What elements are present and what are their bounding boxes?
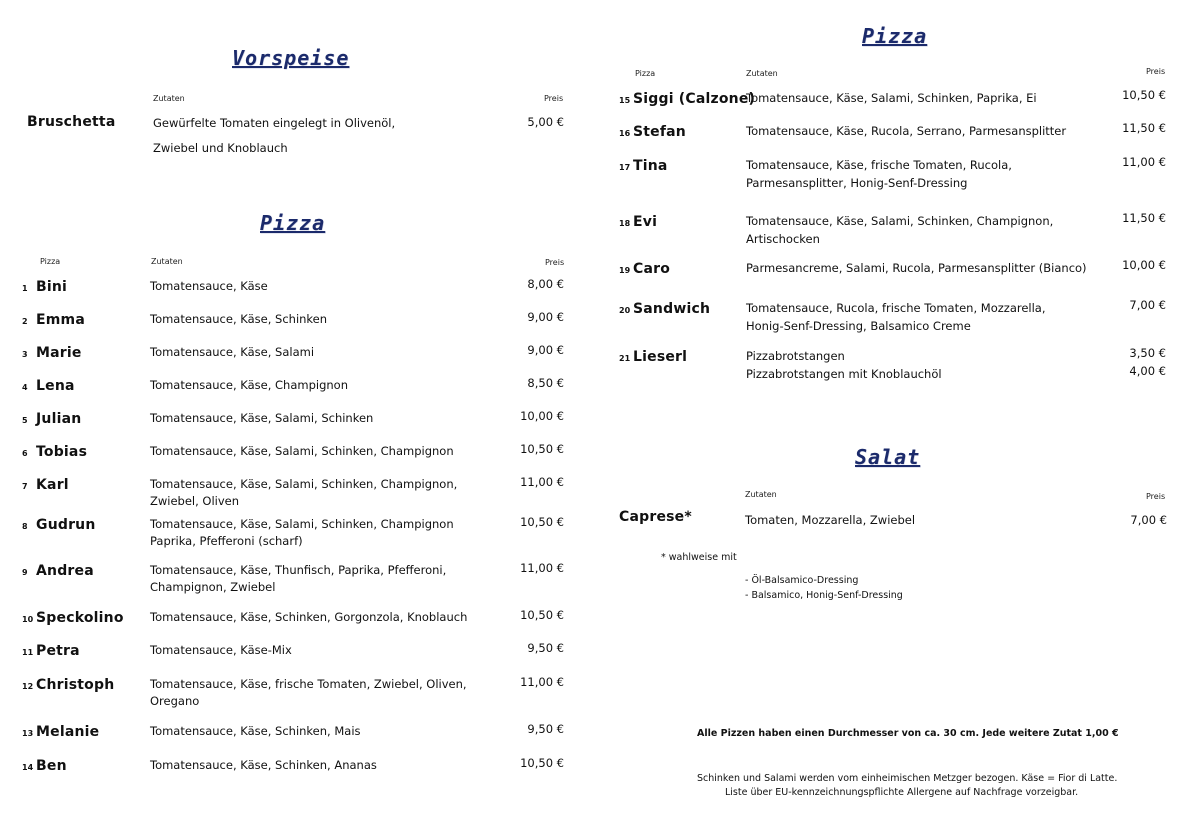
- pizza-item-name: Ben: [36, 758, 67, 774]
- pizza-item-ingredients: Tomatensauce, Käse, Schinken: [150, 312, 328, 326]
- salat-option: - Öl-Balsamico-Dressing: [745, 575, 859, 586]
- pizza-item-number: 6: [22, 449, 28, 458]
- footer-source-note: Schinken und Salami werden vom einheimischen Metzger bezogen. Käse = Fior di Latte.: [697, 773, 1118, 784]
- pizza-item-price: 9,00 €: [527, 310, 564, 324]
- pizza-item-number: 12: [22, 682, 34, 691]
- pizza-right-col-price: Preis: [1146, 67, 1166, 76]
- pizza-item-name: Sandwich: [633, 301, 711, 317]
- pizza-item-price: 7,00 €: [1129, 298, 1166, 312]
- pizza-item-ingredients: Tomatensauce, Käse, Salami, Schinken, Champignon: [150, 517, 454, 531]
- pizza-item-number: 17: [619, 163, 631, 172]
- pizza-item: [22, 408, 81, 427]
- pizza-item-price: 10,50 €: [520, 515, 564, 529]
- pizza-item-ingredients: Honig-Senf-Dressing, Balsamico Creme: [746, 319, 971, 333]
- pizza-item: [22, 474, 69, 493]
- pizza-item: [22, 276, 67, 295]
- pizza-item-price: 10,50 €: [520, 756, 564, 770]
- salat-note: * wahlweise mit: [661, 552, 737, 563]
- pizza-item-name: Melanie: [36, 724, 100, 740]
- vorspeise-title: Vorspeise: [232, 46, 350, 70]
- pizza-item-price: 11,00 €: [520, 475, 564, 489]
- pizza-item-name: Gudrun: [36, 517, 96, 533]
- pizza-item-price: 4,00 €: [1129, 364, 1166, 378]
- pizza-item-ingredients: Tomatensauce, Käse, Champignon: [150, 378, 349, 392]
- pizza-item-number: 4: [22, 383, 28, 392]
- pizza-item-price: 10,00 €: [1122, 258, 1166, 272]
- pizza-item-number: 3: [22, 350, 28, 359]
- pizza-item-name: Tina: [633, 158, 668, 174]
- pizza-item-ingredients: Tomatensauce, Käse, Schinken, Mais: [150, 724, 361, 738]
- pizza-item: [22, 721, 99, 740]
- pizza-item-ingredients: Pizzabrotstangen: [746, 349, 845, 363]
- pizza-item-name: Karl: [36, 477, 69, 493]
- pizza-item-price: 9,50 €: [527, 722, 564, 736]
- pizza-item-name: Lieserl: [633, 349, 688, 365]
- pizza-item-price: 11,00 €: [520, 561, 564, 575]
- salat-item-name: Caprese*: [619, 509, 692, 525]
- pizza-item: [22, 560, 94, 579]
- vorspeise-item-ingredients: Gewürfelte Tomaten eingelegt in Olivenöl,: [153, 116, 396, 130]
- pizza-item-ingredients: Tomatensauce, Käse, Schinken, Gorgonzola, Knoblauch: [150, 610, 468, 624]
- pizza-item: [619, 258, 670, 277]
- pizza-item-ingredients: Paprika, Pfefferoni (scharf): [150, 534, 303, 548]
- pizza-item: [22, 607, 124, 626]
- pizza-item: [22, 514, 96, 533]
- pizza-item-number: 1: [22, 284, 28, 293]
- pizza-item: [619, 155, 668, 174]
- footer-diameter-note: Alle Pizzen haben einen Durchmesser von ca. 30 cm. Jede weitere Zutat 1,00 €: [697, 728, 1119, 739]
- pizza-item-price: 9,50 €: [527, 641, 564, 655]
- pizza-item-ingredients: Tomatensauce, Käse, Salami, Schinken: [150, 411, 374, 425]
- salat-col-ingredients: Zutaten: [745, 490, 777, 499]
- salat-item-price: 7,00 €: [1130, 513, 1167, 527]
- pizza-item-price: 8,50 €: [527, 376, 564, 390]
- salat-col-price: Preis: [1146, 492, 1166, 501]
- pizza-item-number: 5: [22, 416, 28, 425]
- pizza-item-number: 14: [22, 763, 34, 772]
- pizza-item-ingredients: Artischocken: [746, 232, 820, 246]
- pizza-item-name: Emma: [36, 312, 85, 328]
- pizza-item-number: 21: [619, 354, 631, 363]
- pizza-item-price: 10,50 €: [1122, 88, 1166, 102]
- vorspeise-item-ingredients: Zwiebel und Knoblauch: [153, 141, 288, 155]
- pizza-item-number: 19: [619, 266, 631, 275]
- pizza-item-name: Caro: [633, 261, 671, 277]
- pizza-left-col-ingredients: Zutaten: [151, 257, 183, 266]
- pizza-item-name: Andrea: [36, 563, 94, 579]
- pizza-item-number: 2: [22, 317, 28, 326]
- pizza-item-name: Christoph: [36, 677, 115, 693]
- pizza-item-number: 10: [22, 615, 34, 624]
- pizza-right-col-pizza: Pizza: [635, 69, 656, 78]
- pizza-item-ingredients: Champignon, Zwiebel: [150, 580, 276, 594]
- pizza-item: [22, 342, 82, 361]
- pizza-item-price: 8,00 €: [527, 277, 564, 291]
- footer-allergen-note: Liste über EU-kennzeichnungspflichte Allergene auf Nachfrage vorzeigbar.: [725, 787, 1079, 798]
- pizza-item-ingredients: Tomatensauce, Käse, frische Tomaten, Zwiebel, Oliven,: [150, 677, 467, 691]
- pizza-item-price: 10,00 €: [520, 409, 564, 423]
- pizza-item: [619, 88, 755, 107]
- pizza-item-ingredients: Tomatensauce, Rucola, frische Tomaten, Mozzarella,: [746, 301, 1046, 315]
- pizza-item: [22, 375, 75, 394]
- pizza-item-number: 8: [22, 522, 28, 531]
- pizza-item-ingredients: Tomatensauce, Käse, Rucola, Serrano, Parmesansplitter: [746, 124, 1067, 138]
- vorspeise-col-ingredients: Zutaten: [153, 94, 185, 103]
- pizza-item-ingredients: Zwiebel, Oliven: [150, 494, 240, 508]
- pizza-item-price: 11,00 €: [520, 675, 564, 689]
- pizza-left-col-price: Preis: [545, 258, 565, 267]
- pizza-item-ingredients: Tomatensauce, Käse-Mix: [150, 643, 292, 657]
- pizza-item-ingredients: Tomatensauce, Käse, frische Tomaten, Rucola,: [746, 158, 1012, 172]
- pizza-item: [619, 298, 710, 317]
- pizza-item-price: 9,00 €: [527, 343, 564, 357]
- pizza-item-number: 16: [619, 129, 631, 138]
- pizza-item: [22, 309, 85, 328]
- vorspeise-item-price: 5,00 €: [527, 115, 564, 129]
- pizza-item-ingredients: Tomatensauce, Käse: [150, 279, 268, 293]
- pizza-right-title: Pizza: [862, 24, 928, 48]
- pizza-item-ingredients: Oregano: [150, 694, 200, 708]
- pizza-item-name: Bini: [36, 279, 68, 295]
- pizza-item-price: 11,50 €: [1122, 121, 1166, 135]
- salat-option: - Balsamico, Honig-Senf-Dressing: [745, 590, 903, 601]
- pizza-item-number: 7: [22, 482, 28, 491]
- pizza-left-title: Pizza: [260, 211, 326, 235]
- pizza-right-col-ingredients: Zutaten: [746, 69, 778, 78]
- pizza-item: [619, 346, 687, 365]
- pizza-item-ingredients: Tomatensauce, Käse, Salami: [150, 345, 315, 359]
- pizza-item-ingredients: Parmesancreme, Salami, Rucola, Parmesansplitter (Bianco): [746, 261, 1087, 275]
- pizza-item: [619, 211, 657, 230]
- pizza-item-name: Marie: [36, 345, 82, 361]
- pizza-item-ingredients: Tomatensauce, Käse, Salami, Schinken, Paprika, Ei: [746, 91, 1037, 105]
- pizza-item: [22, 640, 80, 659]
- pizza-item-number: 20: [619, 306, 631, 315]
- pizza-left-col-pizza: Pizza: [40, 257, 61, 266]
- salat-item-ingredients: Tomaten, Mozzarella, Zwiebel: [745, 513, 916, 527]
- pizza-item-ingredients: Tomatensauce, Käse, Thunfisch, Paprika, Pfefferoni,: [150, 563, 447, 577]
- pizza-item-ingredients: Tomatensauce, Käse, Salami, Schinken, Champignon: [150, 444, 454, 458]
- pizza-item-number: 9: [22, 568, 28, 577]
- pizza-item-price: 10,50 €: [520, 442, 564, 456]
- pizza-item-name: Lena: [36, 378, 75, 394]
- pizza-item-name: Julian: [36, 411, 82, 427]
- pizza-item: [22, 755, 67, 774]
- pizza-item-number: 18: [619, 219, 631, 228]
- pizza-item-name: Evi: [633, 214, 658, 230]
- pizza-item-name: Petra: [36, 643, 80, 659]
- pizza-item-price: 11,50 €: [1122, 211, 1166, 225]
- pizza-item-price: 10,50 €: [520, 608, 564, 622]
- pizza-item-price: 11,00 €: [1122, 155, 1166, 169]
- pizza-item: [619, 121, 686, 140]
- pizza-item-name: Stefan: [633, 124, 686, 140]
- pizza-item-name: Siggi (Calzone): [633, 91, 756, 107]
- vorspeise-col-price: Preis: [544, 94, 564, 103]
- pizza-item-ingredients: Tomatensauce, Käse, Salami, Schinken, Champignon,: [150, 477, 458, 491]
- salat-title: Salat: [855, 445, 921, 469]
- pizza-item-ingredients: Pizzabrotstangen mit Knoblauchöl: [746, 367, 942, 381]
- pizza-item-name: Speckolino: [36, 610, 124, 626]
- pizza-item: [22, 674, 114, 693]
- pizza-item-number: 13: [22, 729, 34, 738]
- pizza-item-price: 3,50 €: [1129, 346, 1166, 360]
- vorspeise-item-name: Bruschetta: [27, 114, 116, 130]
- pizza-item-ingredients: Tomatensauce, Käse, Schinken, Ananas: [150, 758, 377, 772]
- pizza-item-number: 11: [22, 648, 34, 657]
- pizza-item: [22, 441, 87, 460]
- pizza-item-ingredients: Tomatensauce, Käse, Salami, Schinken, Champignon,: [746, 214, 1054, 228]
- pizza-item-number: 15: [619, 96, 631, 105]
- pizza-item-name: Tobias: [36, 444, 88, 460]
- pizza-item-ingredients: Parmesansplitter, Honig-Senf-Dressing: [746, 176, 968, 190]
